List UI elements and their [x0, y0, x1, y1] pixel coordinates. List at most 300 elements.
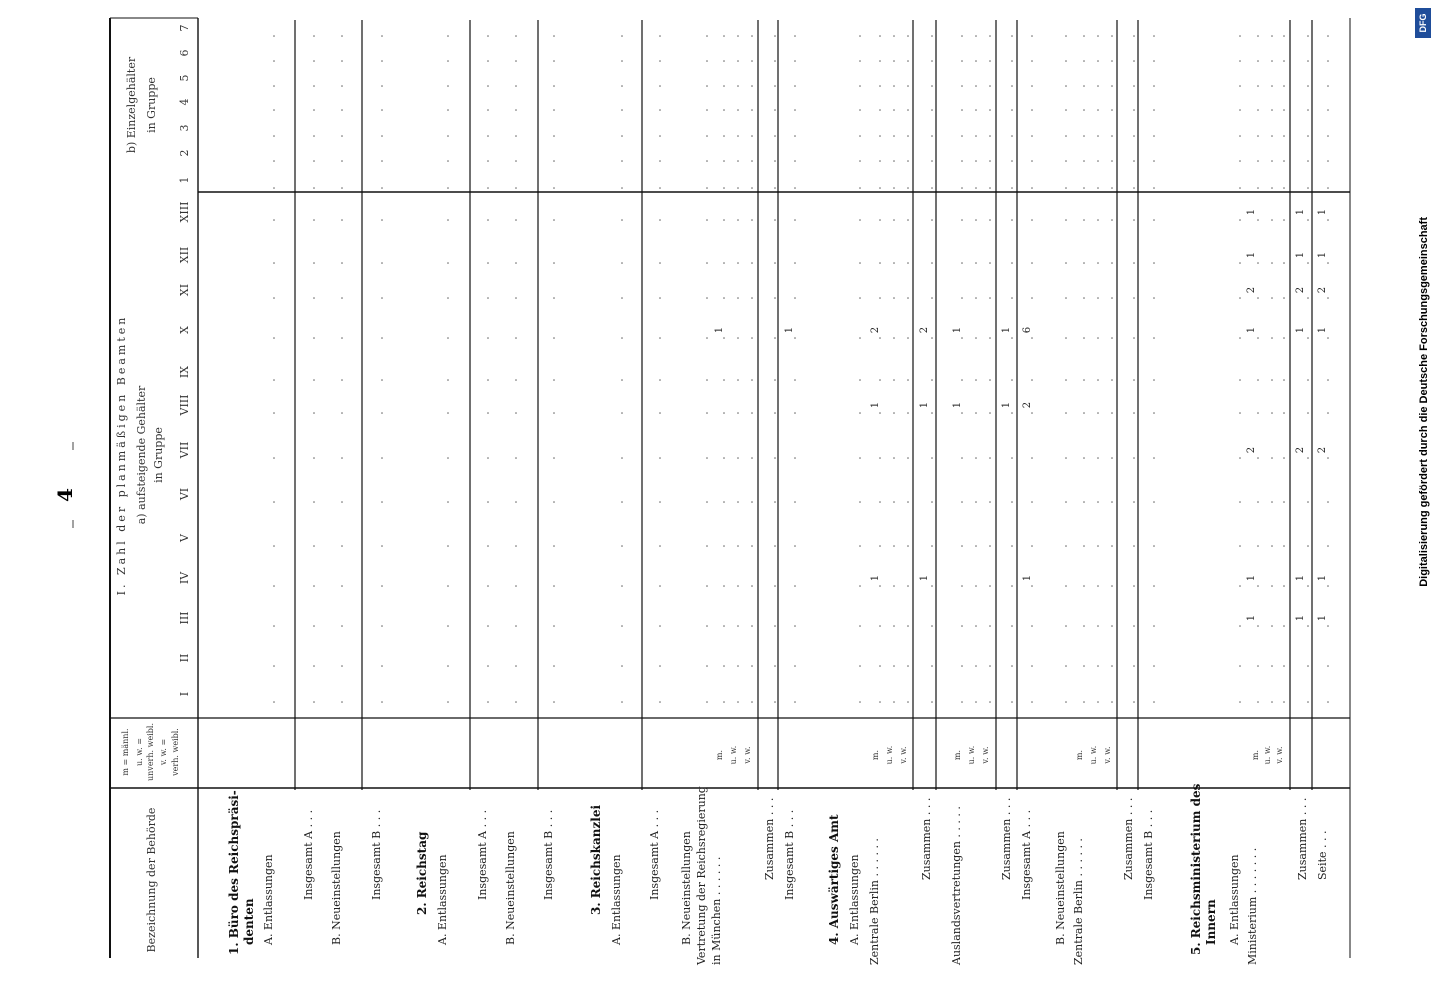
- value-min-XIII: 1: [1246, 208, 1257, 216]
- dot: [381, 219, 383, 221]
- dot: [989, 701, 991, 703]
- svg-text:verh. weibl.: verh. weibl.: [171, 728, 180, 776]
- dot: [879, 701, 881, 703]
- svg-text:B. Neueinstellungen: B. Neueinstellungen: [330, 831, 343, 945]
- dot: [1153, 701, 1155, 703]
- dot: [447, 545, 449, 547]
- dot: [975, 60, 977, 62]
- value-zentrale-VIII: 1: [870, 401, 881, 409]
- dot: [879, 501, 881, 503]
- dot: [487, 297, 489, 299]
- dot: [893, 109, 895, 111]
- dot: [1011, 219, 1013, 221]
- dot: [1327, 457, 1329, 459]
- dot: [723, 60, 725, 62]
- dot: [975, 85, 977, 87]
- dot: [1011, 501, 1013, 503]
- dot: [961, 701, 963, 703]
- dot: [1307, 625, 1309, 627]
- dot: [723, 585, 725, 587]
- dot: [893, 135, 895, 137]
- dot: [1011, 35, 1013, 37]
- dot: [313, 337, 315, 339]
- dot: [1153, 337, 1155, 339]
- dot: [659, 501, 661, 503]
- dot: [1133, 109, 1135, 111]
- dot: [313, 585, 315, 587]
- dot: [893, 501, 895, 503]
- dot: [1031, 625, 1033, 627]
- svg-text:3: 3: [178, 124, 191, 132]
- dot: [621, 585, 623, 587]
- dot: [273, 35, 275, 37]
- dot: [273, 135, 275, 137]
- dot: [751, 219, 753, 221]
- svg-text:v. w.: v. w.: [1103, 746, 1112, 764]
- dot: [879, 625, 881, 627]
- dot: [1097, 545, 1099, 547]
- dot: [381, 35, 383, 37]
- dot: [1097, 297, 1099, 299]
- dot: [989, 412, 991, 414]
- dot: [706, 160, 708, 162]
- dot: [1271, 457, 1273, 459]
- dot: [1153, 297, 1155, 299]
- dot: [553, 187, 555, 189]
- dot: [659, 379, 661, 381]
- dot: [313, 187, 315, 189]
- dot: [313, 160, 315, 162]
- dot: [1065, 262, 1067, 264]
- dot: [1239, 585, 1241, 587]
- dot: [723, 665, 725, 667]
- dot: [723, 187, 725, 189]
- dot: [1011, 109, 1013, 111]
- dot: [487, 109, 489, 111]
- svg-text:I: I: [178, 691, 191, 697]
- dot: [1083, 457, 1085, 459]
- dot: [794, 219, 796, 221]
- table-grid: [110, 18, 1350, 958]
- dot: [273, 457, 275, 459]
- dot: [447, 135, 449, 137]
- dot: [553, 297, 555, 299]
- dot: [341, 160, 343, 162]
- dot: [723, 85, 725, 87]
- dot: [1111, 219, 1113, 221]
- dot: [737, 379, 739, 381]
- dot: [621, 160, 623, 162]
- dot: [931, 35, 933, 37]
- dot: [381, 625, 383, 627]
- dot: [1065, 60, 1067, 62]
- dot: [737, 187, 739, 189]
- dot: [487, 412, 489, 414]
- dot: [751, 160, 753, 162]
- dot: [859, 297, 861, 299]
- dot: [893, 545, 895, 547]
- dot: [1153, 60, 1155, 62]
- dot: [961, 219, 963, 221]
- dot: [273, 379, 275, 381]
- dot: [794, 187, 796, 189]
- dot: [659, 160, 661, 162]
- dot: [273, 109, 275, 111]
- dot: [774, 412, 776, 414]
- dot: [893, 585, 895, 587]
- dot: [975, 585, 977, 587]
- dot: [1307, 701, 1309, 703]
- dot: [931, 337, 933, 339]
- svg-text:m.: m.: [1075, 749, 1084, 761]
- dot: [1011, 297, 1013, 299]
- dot: [1097, 501, 1099, 503]
- svg-text:V: V: [178, 534, 191, 542]
- dot: [487, 337, 489, 339]
- value-seite-XI: 2: [1317, 286, 1328, 294]
- dot: [1307, 109, 1309, 111]
- value-min-XII: 1: [1246, 251, 1257, 259]
- value-zus3-IV: 1: [1295, 574, 1306, 582]
- dot: [447, 219, 449, 221]
- dot: [381, 665, 383, 667]
- dot: [621, 219, 623, 221]
- dot: [1011, 625, 1013, 627]
- dot: [751, 457, 753, 459]
- dot: [1257, 187, 1259, 189]
- data-values: [714, 209, 1328, 621]
- svg-text:VI: VI: [178, 487, 191, 501]
- dot: [1031, 109, 1033, 111]
- dot: [515, 379, 517, 381]
- dot: [859, 665, 861, 667]
- dot: [515, 109, 517, 111]
- dot: [1239, 379, 1241, 381]
- dot: [751, 545, 753, 547]
- dot: [989, 60, 991, 62]
- svg-text:A. Entlassungen: A. Entlassungen: [436, 854, 449, 945]
- dot: [1271, 625, 1273, 627]
- header-sub-b: b) Einzelgehälter: [125, 56, 138, 154]
- dot: [1083, 665, 1085, 667]
- dot: [1327, 262, 1329, 264]
- dot: [706, 109, 708, 111]
- dot: [774, 35, 776, 37]
- dot: [961, 625, 963, 627]
- dot: [879, 665, 881, 667]
- dot: [313, 109, 315, 111]
- dot: [1239, 135, 1241, 137]
- svg-text:5: 5: [178, 74, 191, 82]
- svg-text:Insgesamt A . . .: Insgesamt A . . .: [648, 809, 661, 900]
- dot: [961, 35, 963, 37]
- dot: [975, 219, 977, 221]
- svg-text:u. w.: u. w.: [967, 745, 976, 765]
- dot: [1271, 109, 1273, 111]
- dot: [893, 701, 895, 703]
- dot: [1327, 665, 1329, 667]
- dot: [1257, 262, 1259, 264]
- dot: [1283, 187, 1285, 189]
- dot: [1111, 297, 1113, 299]
- dot: [794, 625, 796, 627]
- dot: [1283, 625, 1285, 627]
- dot: [553, 109, 555, 111]
- value-seite-X: 1: [1317, 326, 1328, 334]
- dot: [1011, 585, 1013, 587]
- svg-text:Insgesamt B . . .: Insgesamt B . . .: [370, 809, 383, 900]
- dot: [931, 219, 933, 221]
- dot: [893, 297, 895, 299]
- dot: [553, 585, 555, 587]
- dot: [1111, 585, 1113, 587]
- dot: [1031, 585, 1033, 587]
- dot: [487, 585, 489, 587]
- dot: [931, 109, 933, 111]
- dot: [621, 135, 623, 137]
- dot: [1307, 60, 1309, 62]
- dot: [706, 337, 708, 339]
- dot: [659, 262, 661, 264]
- dot: [1283, 585, 1285, 587]
- svg-text:Ministerium . . . . . . .: Ministerium . . . . . . .: [1246, 847, 1259, 965]
- dot: [1133, 262, 1135, 264]
- dot: [751, 109, 753, 111]
- svg-text:II: II: [178, 653, 191, 663]
- dot: [774, 187, 776, 189]
- dot: [1283, 457, 1285, 459]
- dot: [737, 297, 739, 299]
- dot: [737, 85, 739, 87]
- dot: [553, 35, 555, 37]
- dot: [621, 412, 623, 414]
- dot: [975, 109, 977, 111]
- dot: [381, 187, 383, 189]
- dot: [1257, 585, 1259, 587]
- dot: [487, 187, 489, 189]
- dot: [794, 160, 796, 162]
- dot: [751, 665, 753, 667]
- dot: [859, 109, 861, 111]
- dot: [737, 262, 739, 264]
- dot: [1307, 262, 1309, 264]
- dot: [975, 135, 977, 137]
- dot: [313, 625, 315, 627]
- dot: [447, 85, 449, 87]
- dot: [1133, 701, 1135, 703]
- dot: [1011, 337, 1013, 339]
- dot: [774, 457, 776, 459]
- dot: [515, 412, 517, 414]
- dot: [1097, 109, 1099, 111]
- dot: [723, 135, 725, 137]
- dot: [341, 545, 343, 547]
- svg-text:XIII: XIII: [178, 201, 191, 223]
- dot: [737, 701, 739, 703]
- dot: [706, 85, 708, 87]
- dot: [1257, 545, 1259, 547]
- dot: [893, 457, 895, 459]
- dot: [1239, 412, 1241, 414]
- dot: [706, 701, 708, 703]
- dot: [893, 160, 895, 162]
- dot: [907, 160, 909, 162]
- svg-text:u. w.: u. w.: [885, 745, 894, 765]
- dot: [1153, 187, 1155, 189]
- dot: [341, 701, 343, 703]
- dot: [794, 545, 796, 547]
- dot: [774, 545, 776, 547]
- dot: [706, 665, 708, 667]
- dot: [931, 457, 933, 459]
- dot: [313, 379, 315, 381]
- dot: [723, 337, 725, 339]
- dot: [1083, 297, 1085, 299]
- svg-text:B. Neueinstellungen: B. Neueinstellungen: [680, 831, 693, 945]
- dot: [961, 297, 963, 299]
- dot: [515, 219, 517, 221]
- svg-text:IX: IX: [178, 365, 191, 379]
- dot: [961, 109, 963, 111]
- dot: [1239, 187, 1241, 189]
- dot: [1239, 109, 1241, 111]
- dot: [1083, 187, 1085, 189]
- dot: [487, 701, 489, 703]
- dot: [1083, 135, 1085, 137]
- svg-text:Insgesamt B . . .: Insgesamt B . . .: [1142, 809, 1155, 900]
- dot: [1271, 187, 1273, 189]
- dot: [975, 35, 977, 37]
- dot: [553, 160, 555, 162]
- dot: [893, 60, 895, 62]
- dot: [1271, 262, 1273, 264]
- dot: [751, 85, 753, 87]
- dot: [1133, 219, 1135, 221]
- dot: [1031, 701, 1033, 703]
- dot: [751, 297, 753, 299]
- dot: [515, 85, 517, 87]
- dot: [381, 85, 383, 87]
- dot: [1011, 135, 1013, 137]
- dot: [553, 701, 555, 703]
- header-sub-a2: in Gruppe: [152, 427, 165, 483]
- dot: [1283, 160, 1285, 162]
- dot: [879, 457, 881, 459]
- dot: [313, 35, 315, 37]
- dot: [975, 625, 977, 627]
- dot: [907, 135, 909, 137]
- dot: [515, 501, 517, 503]
- svg-text:v. w.: v. w.: [743, 746, 752, 764]
- dot: [975, 457, 977, 459]
- dot: [737, 135, 739, 137]
- dot: [381, 457, 383, 459]
- dot: [706, 412, 708, 414]
- dot: [931, 665, 933, 667]
- value-zus3-III: 1: [1295, 614, 1306, 622]
- dot: [961, 337, 963, 339]
- dot: [621, 109, 623, 111]
- dot: [907, 665, 909, 667]
- dot: [794, 501, 796, 503]
- dot: [1153, 35, 1155, 37]
- value-zus1-X: 2: [919, 326, 930, 334]
- svg-text:Seite . . .: Seite . . .: [1316, 830, 1329, 880]
- dot: [621, 457, 623, 459]
- dot: [989, 585, 991, 587]
- dot: [341, 585, 343, 587]
- dot: [931, 379, 933, 381]
- dot: [1307, 35, 1309, 37]
- dot: [1153, 160, 1155, 162]
- dot: [989, 665, 991, 667]
- dot: [515, 545, 517, 547]
- dot: [1097, 585, 1099, 587]
- dot: [1271, 379, 1273, 381]
- dot: [1133, 625, 1135, 627]
- dot: [341, 625, 343, 627]
- dot: [1271, 545, 1273, 547]
- dot: [723, 219, 725, 221]
- dot: [341, 412, 343, 414]
- dot: [1283, 412, 1285, 414]
- dot: [975, 701, 977, 703]
- dot: [1031, 457, 1033, 459]
- dot: [1239, 457, 1241, 459]
- dot: [1327, 337, 1329, 339]
- dot: [859, 219, 861, 221]
- dot: [794, 109, 796, 111]
- dot: [1065, 379, 1067, 381]
- dot: [975, 187, 977, 189]
- svg-text:u. w.: u. w.: [1089, 745, 1098, 765]
- dot: [1083, 109, 1085, 111]
- svg-text:u. w. =: u. w. =: [135, 738, 144, 766]
- dot: [1011, 85, 1013, 87]
- dot: [975, 160, 977, 162]
- dot: [1239, 701, 1241, 703]
- dot: [381, 501, 383, 503]
- value-ausland-VIII: 1: [952, 401, 963, 409]
- dot: [1031, 35, 1033, 37]
- dot: [1271, 665, 1273, 667]
- svg-text:7: 7: [178, 24, 191, 32]
- dot: [487, 85, 489, 87]
- dot: [341, 187, 343, 189]
- dot: [1011, 262, 1013, 264]
- dot: [1065, 501, 1067, 503]
- dot: [515, 665, 517, 667]
- value-insgA-IV: 1: [1022, 574, 1033, 582]
- dot: [1065, 160, 1067, 162]
- value-zentrale-IV: 1: [870, 574, 881, 582]
- dot: [1283, 85, 1285, 87]
- dot: [893, 412, 895, 414]
- svg-text:Insgesamt A . . .: Insgesamt A . . .: [302, 809, 315, 900]
- dot: [893, 337, 895, 339]
- header-sub-a: a) aufsteigende Gehälter: [135, 385, 148, 525]
- dot: [961, 135, 963, 137]
- dot: [893, 35, 895, 37]
- dot: [381, 337, 383, 339]
- dot: [893, 219, 895, 221]
- dot: [1283, 501, 1285, 503]
- dot: [1111, 501, 1113, 503]
- dot: [553, 412, 555, 414]
- dot: [487, 135, 489, 137]
- dot: [931, 501, 933, 503]
- dot: [659, 187, 661, 189]
